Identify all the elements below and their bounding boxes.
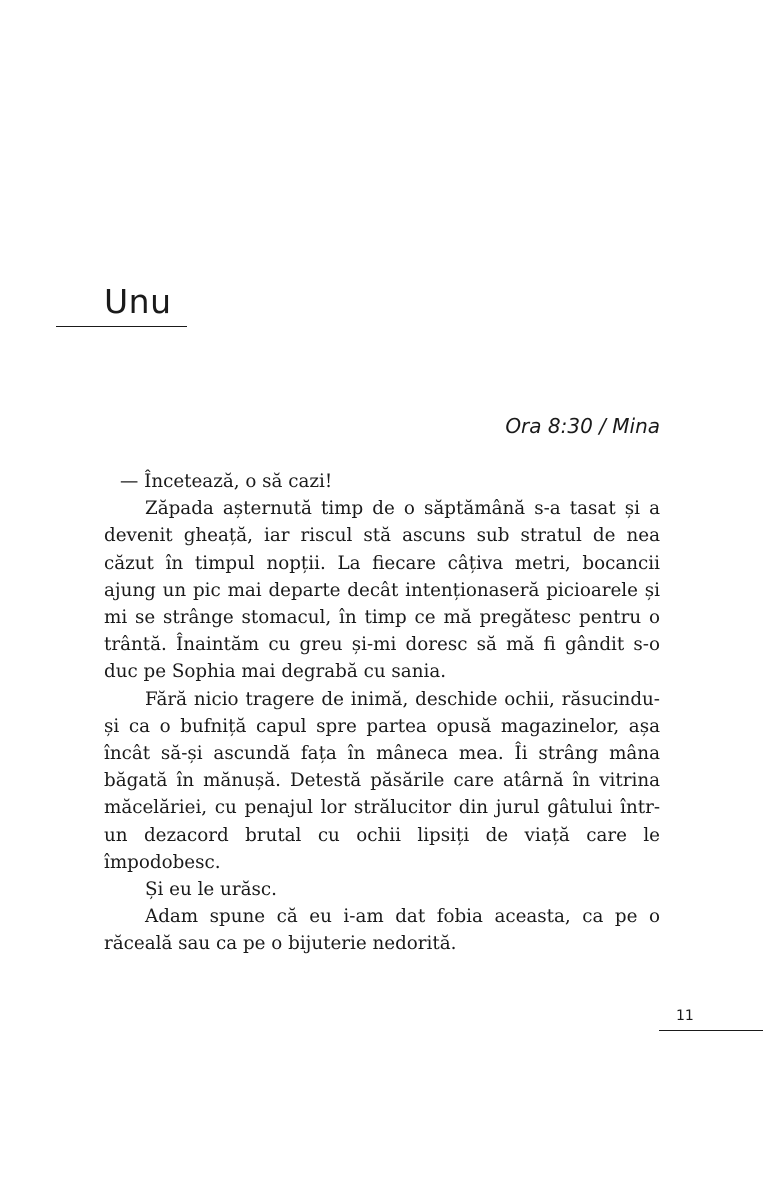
paragraph: Fără nicio tragere de inimă, deschide ochii, răsucindu-și ca o bufniță capul spre partea opusă magazinelor, așa încât să-și ascundă fața în mâneca mea. Îi strâng mâna băgată în mănușă. Detestă păsările care atârnă în vitrina măcelăriei, cu penajul lor strălucitor din jurul gâtului într-un dezacord brutal cu ochii lipsiți de viață care le împodobesc. bbox=[104, 688, 660, 873]
paragraph: Adam spune că eu i-am dat fobia aceasta, ca pe o răceală sau ca pe o bijuterie nedorită. bbox=[104, 906, 660, 955]
paragraph: Zăpada așternută timp de o săptămână s-a tasat și a devenit gheață, iar riscul stă ascuns sub stratul de nea căzut în timpul nopții. La fiecare câțiva metri, bocancii ajung un pic mai departe decât intenționaseră picioarele și mi se strânge stomacul, în timp ce mă pregătesc pentru o trântă. Înaintăm cu greu și-mi doresc să mă fi gândit s-o duc pe Sophia mai degrabă cu sania. bbox=[104, 498, 660, 683]
paragraph-dialogue: — Încetează, o să cazi! bbox=[120, 471, 333, 492]
chapter-title: Unu bbox=[104, 282, 172, 321]
paragraph: Și eu le urăsc. bbox=[145, 879, 277, 901]
chapter-title-underline bbox=[56, 326, 187, 327]
body-text bbox=[104, 468, 660, 958]
page-number: 11 bbox=[676, 1008, 694, 1024]
page-number-rule bbox=[659, 1030, 763, 1031]
section-time-narrator-header: Ora 8:30 / Mina bbox=[505, 414, 660, 438]
